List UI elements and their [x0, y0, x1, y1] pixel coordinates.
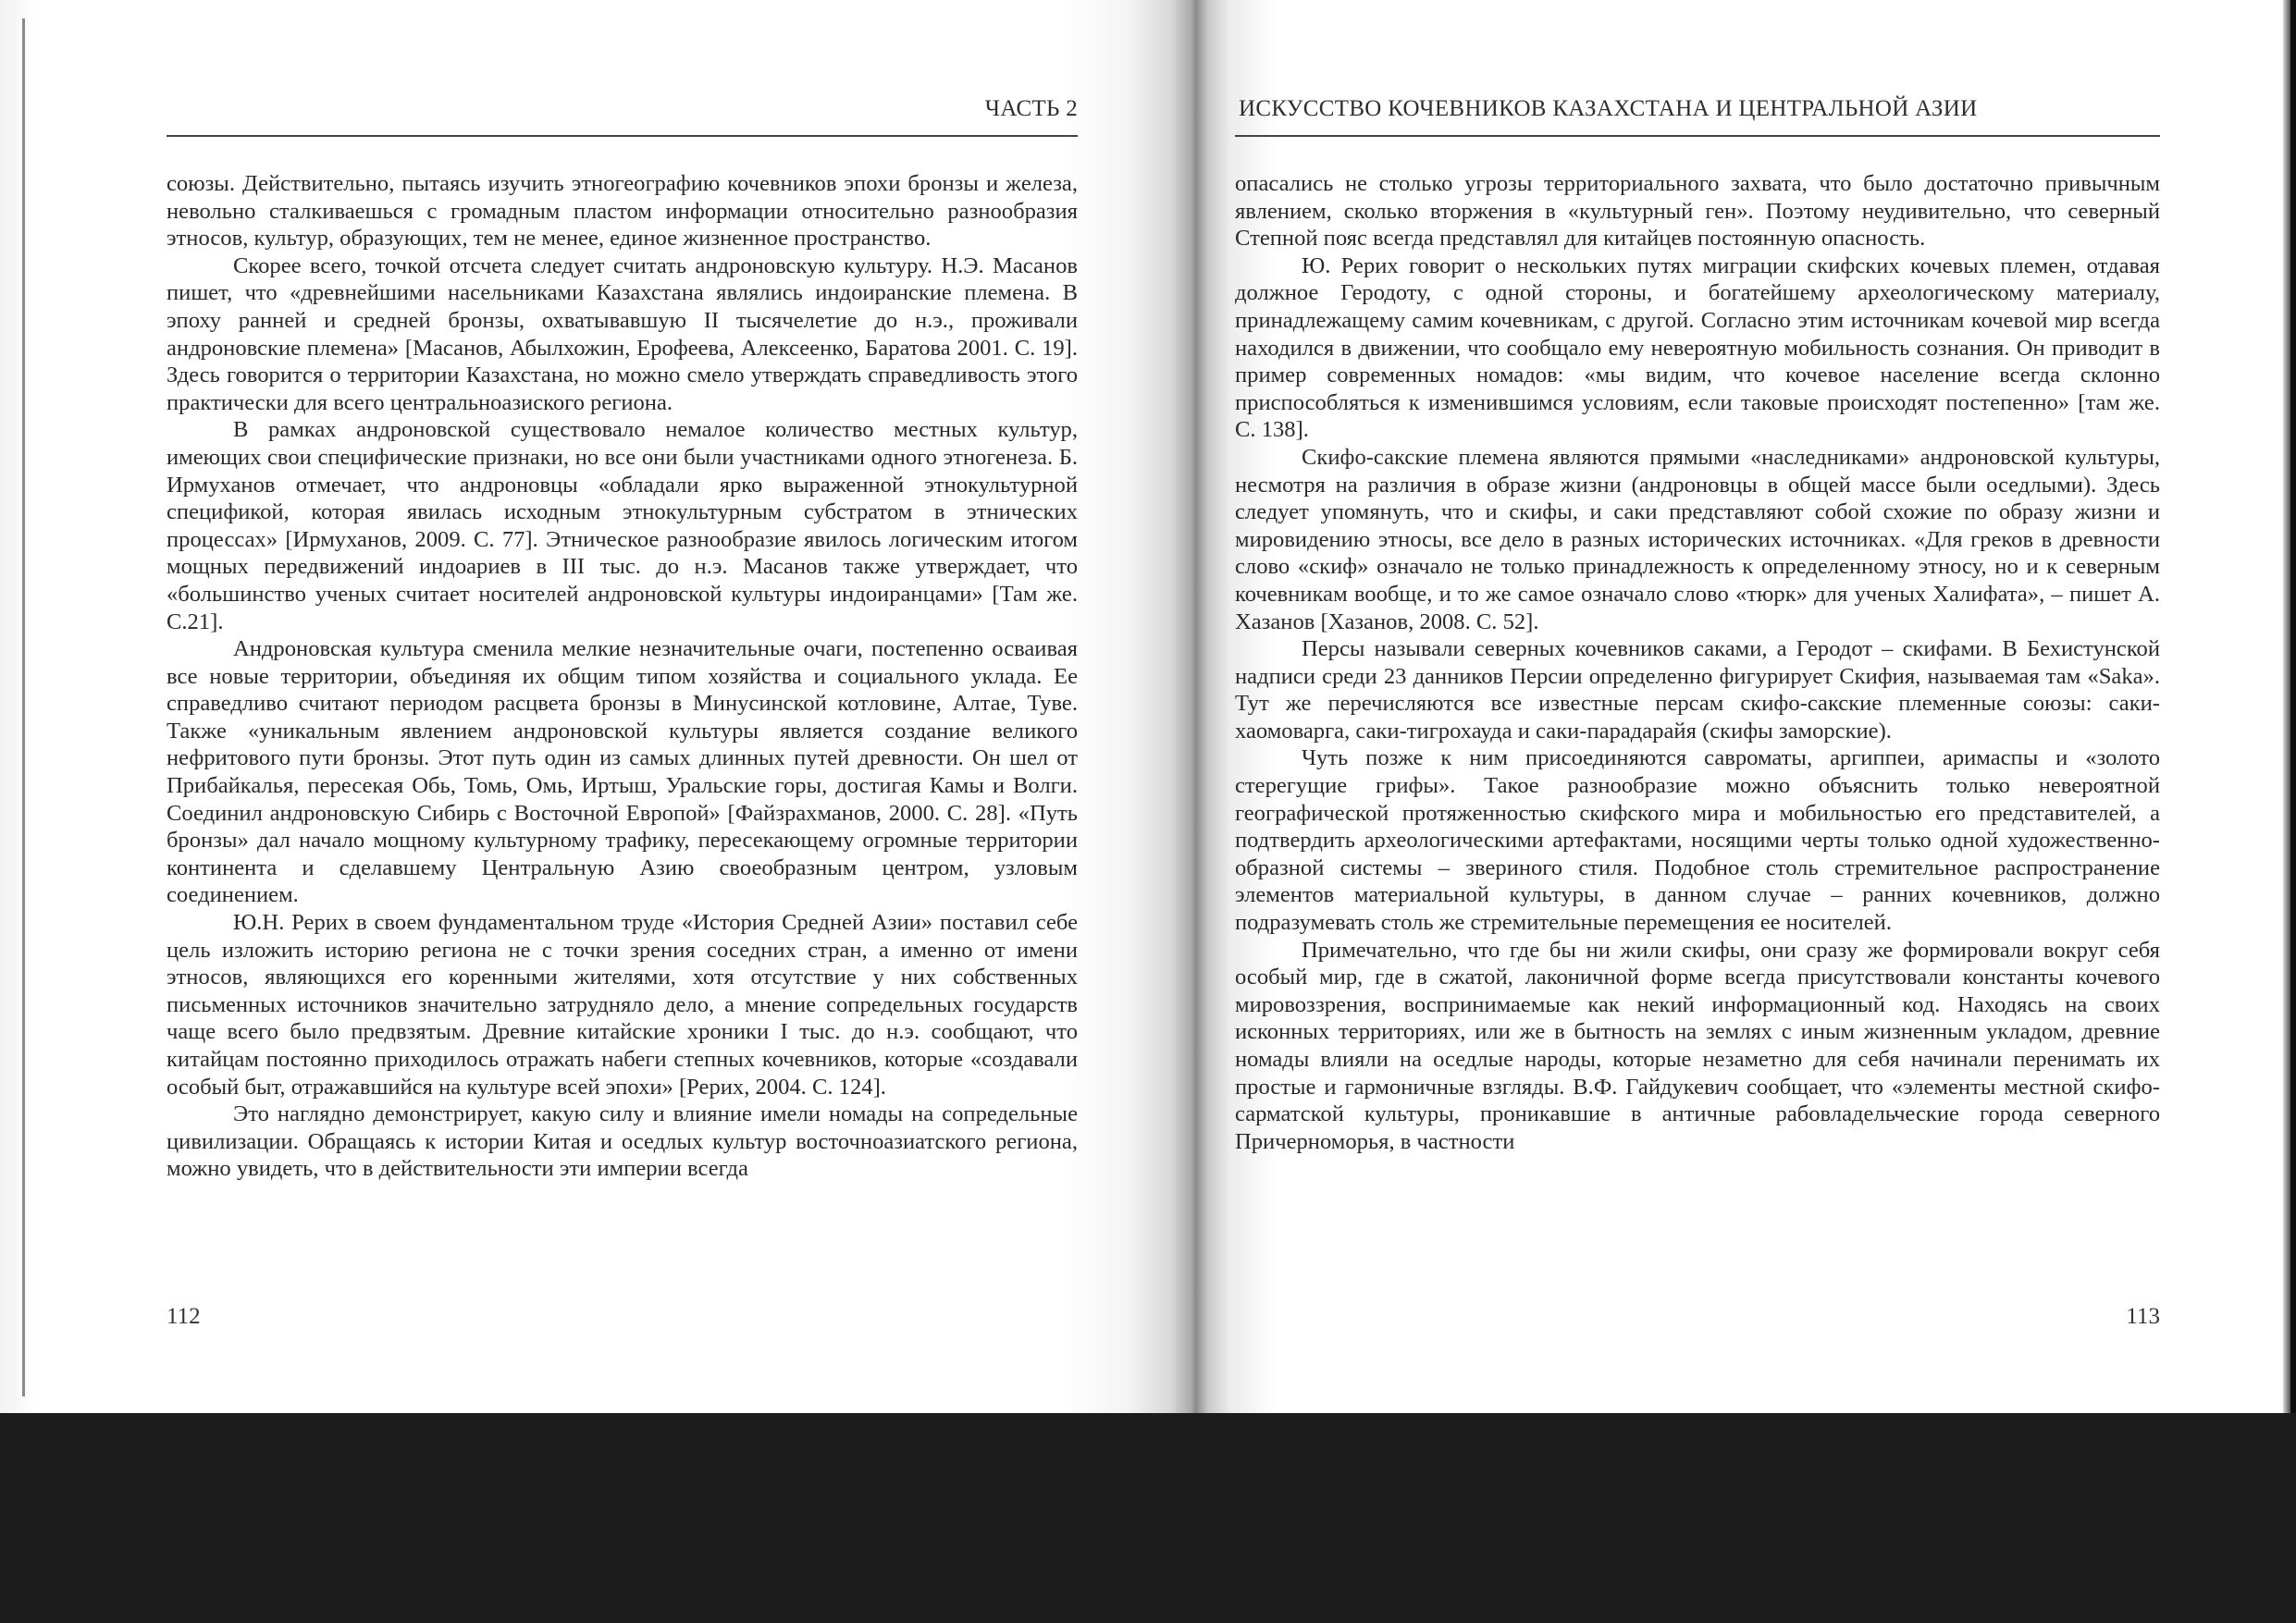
running-head: ЧАСТЬ 2: [984, 96, 1078, 121]
paragraph: союзы. Действительно, пытаясь изучить этногеографию кочевников эпохи бронзы и железа, невольно сталкиваешься с громадным пластом информации относительно разнообразия этносов, культур, образующих, тем не менее, единое жизненное пространство.: [167, 171, 1078, 252]
page-edge-line: [22, 18, 25, 1396]
paragraph: Чуть позже к ним присоединяются савроматы, аргиппеи, аримаспы и «золото стерегущие грифы». Такое разнообразие можно объяснить только невероятной географической протяженностью скифского мира и мобильностью его представителей, а подтвердить археологическими артефактами, носящими черты только одной художественно-образной системы – звериного стиля. Подобное столь стремительное распространение элементов материальной культуры, в данном случае – ранних кочевников, должно подразумевать столь же стремительные перемещения ее носителей.: [1235, 745, 2160, 936]
paragraph: В рамках андроновской существовало немалое количество местных культур, имеющих свои специфические признаки, но все они были участниками одного этногенеза. Б. Ирмуханов отмечает, что андроновцы «обладали ярко выраженной этнокультурной спецификой, которая явилась исходным этнокультурным субстратом в этнических процессах» [Ирмуханов, 2009. С. 77]. Этническое разнообразие явилось логическим итогом мощных передвижений индоариев в III тыс. до н.э. Масанов также утверждает, что «большинство ученых считает носителей андроновской культуры индоиранцами» [Там же. С.21].: [167, 417, 1078, 634]
page-edge-strip: [2283, 0, 2290, 1413]
page-body: [1235, 170, 2160, 1155]
paragraph: Ю.Н. Рерих в своем фундаментальном труде «История Средней Азии» поставил себе цель изложить историю региона не с точки зрения соседних стран, а именно от имени этносов, являющихся его коренными жителями, хотя отсутствие у них собственных письменных источников значительно затрудняло дело, а мнение сопредельных государств чаще всего было предвзятым. Древние китайские хроники I тыс. до н.э. сообщают, что китайцам постоянно приходилось отражать набеги степных кочевников, которые «создавали особый быт, отражавшийся на культуре всей эпохи» [Рерих, 2004. С. 124].: [167, 910, 1078, 1100]
scan-right-edge: [2283, 0, 2296, 1623]
running-head: ИСКУССТВО КОЧЕВНИКОВ КАЗАХСТАНА И ЦЕНТРАЛЬНОЙ АЗИИ: [1239, 96, 1978, 121]
paragraph: Примечательно, что где бы ни жили скифы, они сразу же формировали вокруг себя особый мир, где в сжатой, лаконичной форме всегда присутствовали константы кочевого мировоззрения, воспринимаемые как некий информационный код. Находясь на своих исконных территориях, или же в бытность на землях с иным жизненным укладом, древние номады влияли на оседлые народы, которые незаметно для себя начинали перенимать их простые и гармоничные взгляды. В.Ф. Гайдукевич сообщает, что «элементы местной скифо-сарматской культуры, проникавшие в античные рабовладельческие города северного Причерноморья, в частности: [1235, 937, 2160, 1154]
left-page: [167, 0, 1078, 1413]
scan-left-edge: [0, 0, 37, 1413]
scanner-background: [0, 1413, 2296, 1623]
paragraph: Персы называли северных кочевников саками, а Геродот – скифами. В Бехистунской надписи среди 23 данников Персии определенно фигурирует Скифия, называемая там «Saka». Тут же перечисляются все известные персам скифо-сакские племенные союзы: саки-хаомоварга, саки-тигрохауда и саки-парадарайя (скифы заморские).: [1235, 636, 2160, 744]
header-rule: [167, 135, 1078, 137]
page-body: [167, 170, 1078, 1183]
paragraph: Это наглядно демонстрирует, какую силу и влияние имели номады на сопредельные цивилизации. Обращаясь к истории Китая и оседлых культур восточноазиатского региона, можно увидеть, что в действительности эти империи всегда: [167, 1101, 1078, 1182]
paragraph: Ю. Рерих говорит о нескольких путях миграции скифских кочевых племен, отдавая должное Геродоту, с одной стороны, и богатейшему археологическому материалу, принадлежащему самим кочевникам, с другой. Согласно этим источникам кочевой мир всегда находился в движении, что сообщало ему невероятную мобильность сознания. Он приводит в пример современных номадов: «мы видим, что кочевое население всегда склонно приспособляться к изменившимся условиям, если таковые происходят постепенно» [там же. С. 138].: [1235, 252, 2160, 443]
paragraph: Скорее всего, точкой отсчета следует считать андроновскую культуру. Н.Э. Масанов пишет, что «древнейшими насельниками Казахстана являлись индоиранские племена. В эпоху ранней и средней бронзы, охватывавшую II тысячелетие до н.э., проживали андроновские племена» [Масанов, Абылхожин, Ерофеева, Алексеенко, Баратова 2001. С. 19]. Здесь говорится о территории Казахстана, но можно смело утверждать справедливость этого практически для всего центральноазиского региона.: [167, 252, 1078, 415]
paragraph: опасались не столько угрозы территориального захвата, что было достаточно привычным явлением, сколько вторжения в «культурный ген». Поэтому неудивительно, что северный Степной пояс всегда представлял для китайцев постоянную опасность.: [1235, 171, 2160, 252]
header-rule: [1235, 135, 2160, 137]
right-page: [1235, 0, 2160, 1413]
page-number: 113: [2126, 1304, 2160, 1329]
paragraph: Андроновская культура сменила мелкие незначительные очаги, постепенно осваивая все новые территории, объединяя их общим типом хозяйства и социального уклада. Ее справедливо считают периодом расцвета бронзы в Минусинской котловине, Алтае, Туве. Также «уникальным явлением андроновской культуры является создание великого нефритового пути бронзы. Этот путь один из самых длинных путей древности. Он шел от Прибайкалья, пересекая Обь, Томь, Омь, Иртыш, Уральские горы, достигая Камы и Волги. Соединил андроновскую Сибирь с Восточной Европой» [Файзрахманов, 2000. С. 28]. «Путь бронзы» дал начало мощному культурному трафику, пересекающему огромные территории континента и сделавшему Центральную Азию своеобразным центром, узловым соединением.: [167, 636, 1078, 908]
page-number: 112: [167, 1304, 201, 1329]
paragraph: Скифо-сакские племена являются прямыми «наследниками» андроновской культуры, несмотря на различия в образе жизни (андроновцы в общей массе были оседлыми). Здесь следует упомянуть, что и скифы, и саки представляют собой схожие по образу жизни и мировидению этносы, все дело в разных исторических источниках. «Для греков в древности слово «скиф» означало не только принадлежность к определенному этносу, но и к северным кочевникам вообще, и то же самое означало слово «тюрк» для ученых Халифата», – пишет А. Хазанов [Хазанов, 2008. С. 52].: [1235, 444, 2160, 634]
